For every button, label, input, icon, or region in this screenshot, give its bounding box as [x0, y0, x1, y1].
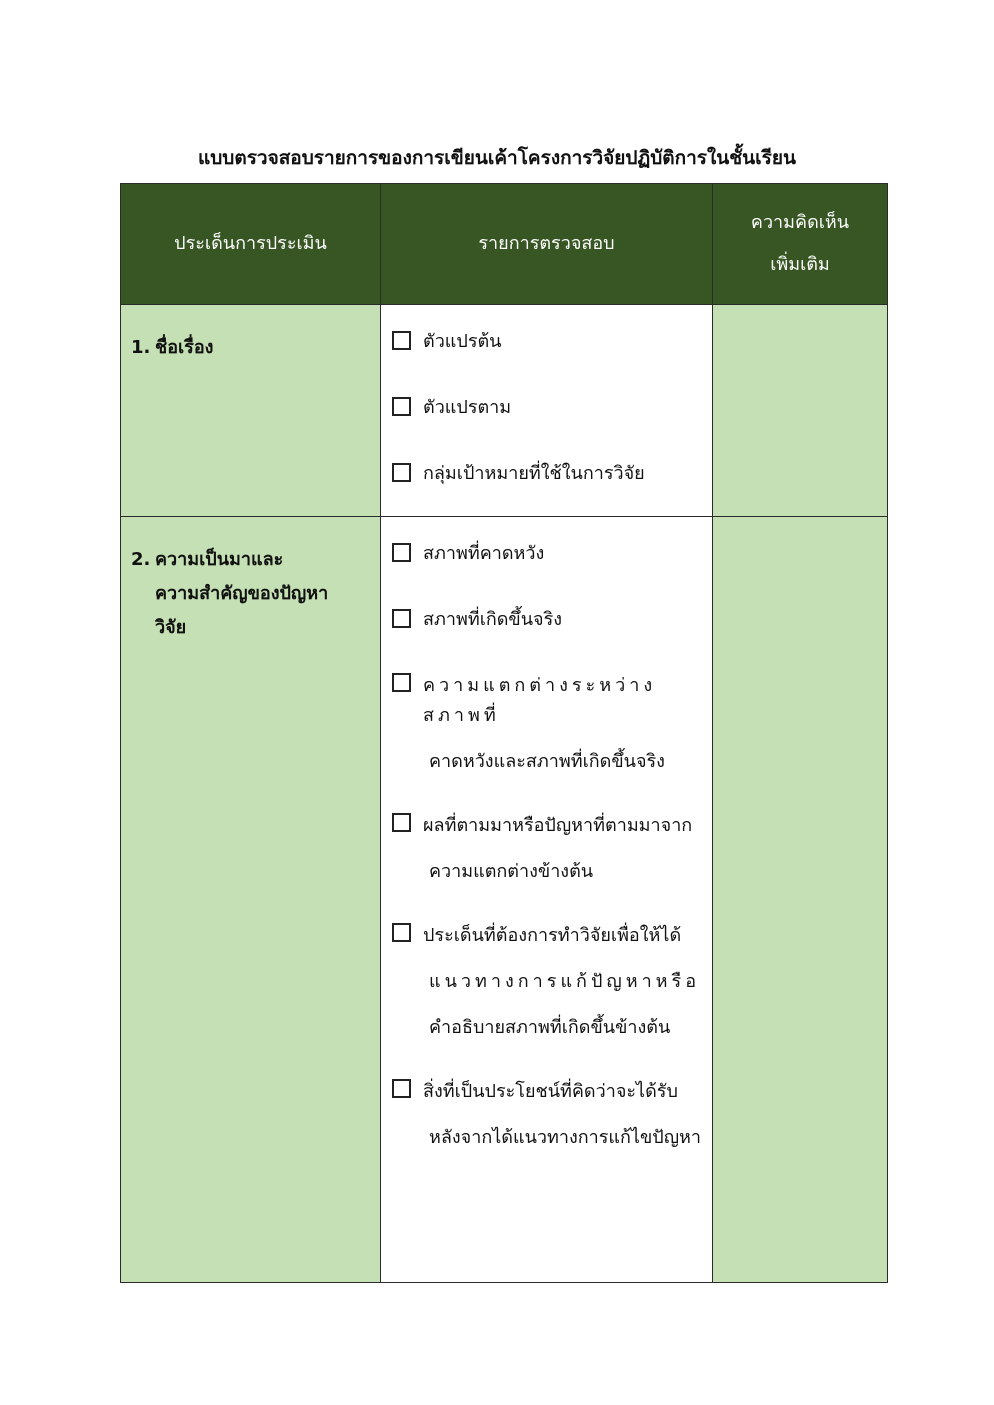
header-checklist — [380, 183, 713, 305]
header-comments — [712, 183, 888, 305]
header-criteria — [120, 183, 381, 305]
checklist-item-label-line-2: หลังจากได้แนวทางการแก้ไขปัญหา — [429, 1127, 702, 1148]
row-2-number: 2. — [131, 549, 151, 570]
checklist-item-label-line-3: คำอธิบายสภาพที่เกิดขึ้นข้างต้น — [429, 1017, 671, 1038]
checklist-item[interactable] — [381, 605, 712, 635]
checkbox[interactable] — [392, 673, 411, 692]
checkbox[interactable] — [392, 331, 411, 350]
header-checklist-label: รายการตรวจสอบ — [478, 233, 615, 254]
checklist-item-label-line-1: ความแตกต่างระหว่างสภาพที่ — [423, 675, 657, 726]
checkbox[interactable] — [392, 463, 411, 482]
checklist-item[interactable] — [381, 459, 712, 489]
checklist-item-label: ตัวแปรต้น — [423, 331, 502, 352]
row-1-checklist — [380, 304, 713, 517]
checklist-item[interactable] — [381, 811, 712, 887]
row-2-criterion — [120, 516, 381, 1283]
checklist-item-label-line-2: คาดหวังและสภาพที่เกิดขึ้นจริง — [429, 751, 665, 772]
header-criteria-label: ประเด็นการประเมิน — [174, 233, 327, 254]
header-comments-label-1: ความคิดเห็น — [750, 212, 850, 233]
row-1-criterion-text: ชื่อเรื่อง — [155, 337, 214, 358]
checklist-item-label-line-2: แนวทางการแก้ปัญหาหรือ — [429, 971, 701, 992]
row-1-comments[interactable] — [712, 304, 888, 517]
checkbox[interactable] — [392, 543, 411, 562]
checklist-item-label: สภาพที่คาดหวัง — [423, 543, 545, 564]
checklist-item[interactable] — [381, 327, 712, 357]
checklist-item-label: กลุ่มเป้าหมายที่ใช้ในการวิจัย — [423, 463, 645, 484]
checklist-item-label: สภาพที่เกิดขึ้นจริง — [423, 609, 563, 630]
checkbox[interactable] — [392, 1079, 411, 1098]
row-2-criterion-text — [155, 543, 355, 645]
row-1-number: 1. — [131, 337, 151, 358]
row-2-criterion-line-1: ความเป็นมาและ — [155, 549, 284, 570]
checkbox[interactable] — [392, 923, 411, 942]
checklist-item[interactable] — [381, 1077, 712, 1153]
checklist-item-label-line-1: ผลที่ตามมาหรือปัญหาที่ตามมาจาก — [423, 815, 693, 836]
checklist-item-label-line-1: สิ่งที่เป็นประโยชน์ที่คิดว่าจะได้รับ — [423, 1081, 678, 1102]
checkbox[interactable] — [392, 813, 411, 832]
row-1-criterion — [120, 304, 381, 517]
checklist-item[interactable] — [381, 393, 712, 423]
checkbox[interactable] — [392, 609, 411, 628]
row-2-comments[interactable] — [712, 516, 888, 1283]
row-2-criterion-line-2: ความสำคัญของปัญหา — [155, 583, 329, 604]
checklist-item[interactable] — [381, 671, 712, 777]
row-2-criterion-line-3: วิจัย — [155, 617, 187, 638]
row-2-checklist — [380, 516, 713, 1283]
document-title: แบบตรวจสอบรายการของการเขียนเค้าโครงการวิจัยปฏิบัติการในชั้นเรียน — [198, 147, 796, 169]
checkbox[interactable] — [392, 397, 411, 416]
checklist-item-label: ตัวแปรตาม — [423, 397, 512, 418]
header-comments-label-2: เพิ่มเติม — [770, 254, 830, 275]
checklist-table — [120, 183, 888, 1283]
checklist-item-label-line-1: ประเด็นที่ต้องการทำวิจัยเพื่อให้ได้ — [423, 925, 682, 946]
checklist-item[interactable] — [381, 539, 712, 569]
checklist-item-label-line-2: ความแตกต่างข้างต้น — [429, 861, 594, 882]
checklist-item[interactable] — [381, 921, 712, 1043]
